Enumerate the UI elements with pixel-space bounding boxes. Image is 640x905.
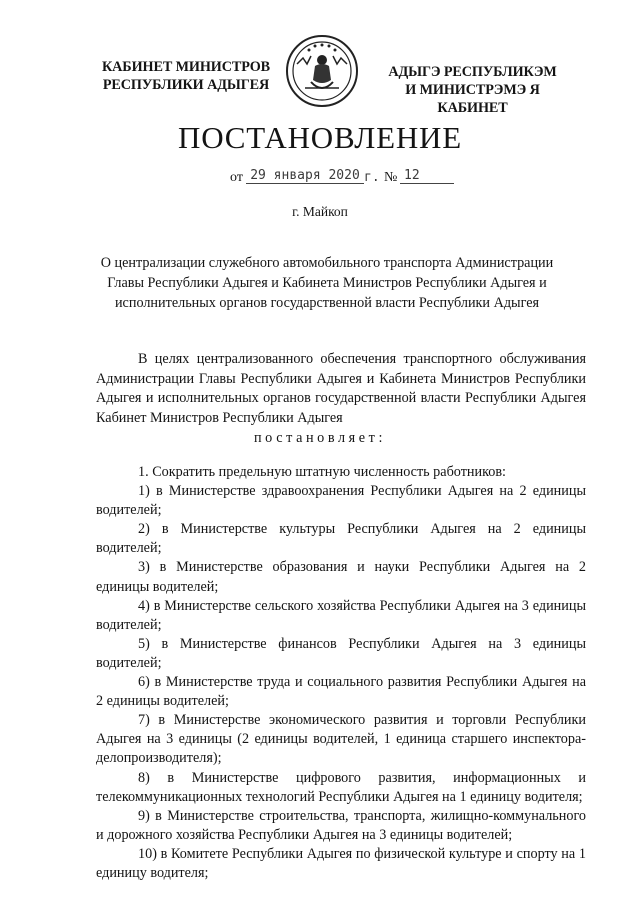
decree-points bbox=[96, 463, 586, 883]
date-prefix: от bbox=[230, 170, 243, 185]
decree-word: постановляет: bbox=[253, 430, 387, 446]
point-1: 1. Сократить предельную штатную численность работников: bbox=[138, 464, 506, 480]
issuer-line-2: РЕСПУБЛИКИ АДЫГЕЯ bbox=[102, 77, 270, 93]
list-item: 8) в Министерстве цифрового развития, информационных и телекоммуникационных технологий Республики Адыгея на 1 единицу водителя; bbox=[96, 769, 586, 805]
adygea-coat-of-arms-icon bbox=[285, 34, 359, 108]
preamble-block bbox=[96, 350, 586, 428]
issuer-line-1: КАБИНЕТ МИНИСТРОВ bbox=[101, 59, 271, 75]
document-subject: О централизации служебного автомобильного транспорта Администрации Главы Республики Адыгея и Кабинета Министров Республики Адыгея и исполнительных органов государственной власти Республики Адыгея bbox=[100, 255, 554, 311]
issuer-adyghe-line-1: АДЫГЭ РЕСПУБЛИКЭМ bbox=[388, 64, 557, 80]
date-number-line bbox=[226, 168, 456, 192]
document-number: 12 bbox=[400, 168, 454, 184]
issuer-adyghe-line-2: И МИНИСТРЭМЭ Я КАБИНЕТ bbox=[405, 82, 540, 116]
document-date: 29 января 2020 bbox=[246, 168, 364, 184]
preamble-text: В целях централизованного обеспечения транспортного обслуживания Администрации Главы Республики Адыгея и Кабинета Министров Республики Адыгея и исполнительных органов государственной власти Республики Адыгея Кабинет Министров Республики Адыгея bbox=[96, 351, 586, 426]
list-item: 4) в Министерстве сельского хозяйства Республики Адыгея на 3 единицы водителей; bbox=[96, 597, 586, 633]
list-item: 2) в Министерстве культуры Республики Адыгея на 2 единицы водителей; bbox=[96, 521, 586, 557]
list-item: 5) в Министерстве финансов Республики Адыгея на 3 единицы водителей; bbox=[96, 635, 586, 671]
list-item: 6) в Министерстве труда и социального развития Республики Адыгея на 2 единицы водителей; bbox=[96, 674, 586, 710]
list-item: 9) в Министерстве строительства, транспорта, жилищно-коммунального и дорожного хозяйства Республики Адыгея на 3 единицы водителей; bbox=[96, 807, 586, 843]
issue-city: г. Майкоп bbox=[292, 204, 348, 219]
number-label: № bbox=[384, 170, 398, 185]
issuer-name-adyghe bbox=[370, 63, 575, 117]
list-item: 1) в Министерстве здравоохранения Республики Адыгея на 2 единицы водителей; bbox=[96, 483, 586, 519]
list-item: 7) в Министерстве экономического развития и торговли Республики Адыгея на 3 единицы (2 единицы водителей, 1 единица старшего инспектора-делопроизводителя); bbox=[96, 712, 586, 767]
list-item: 3) в Министерстве образования и науки Республики Адыгея на 2 единицы водителей; bbox=[96, 559, 586, 595]
document-title: ПОСТАНОВЛЕНИЕ bbox=[178, 120, 462, 155]
year-suffix: г. bbox=[364, 170, 380, 185]
issuer-name-russian bbox=[96, 58, 276, 94]
list-item: 10) в Комитете Республики Адыгея по физической культуре и спорту на 1 единицу водителя; bbox=[96, 845, 586, 881]
